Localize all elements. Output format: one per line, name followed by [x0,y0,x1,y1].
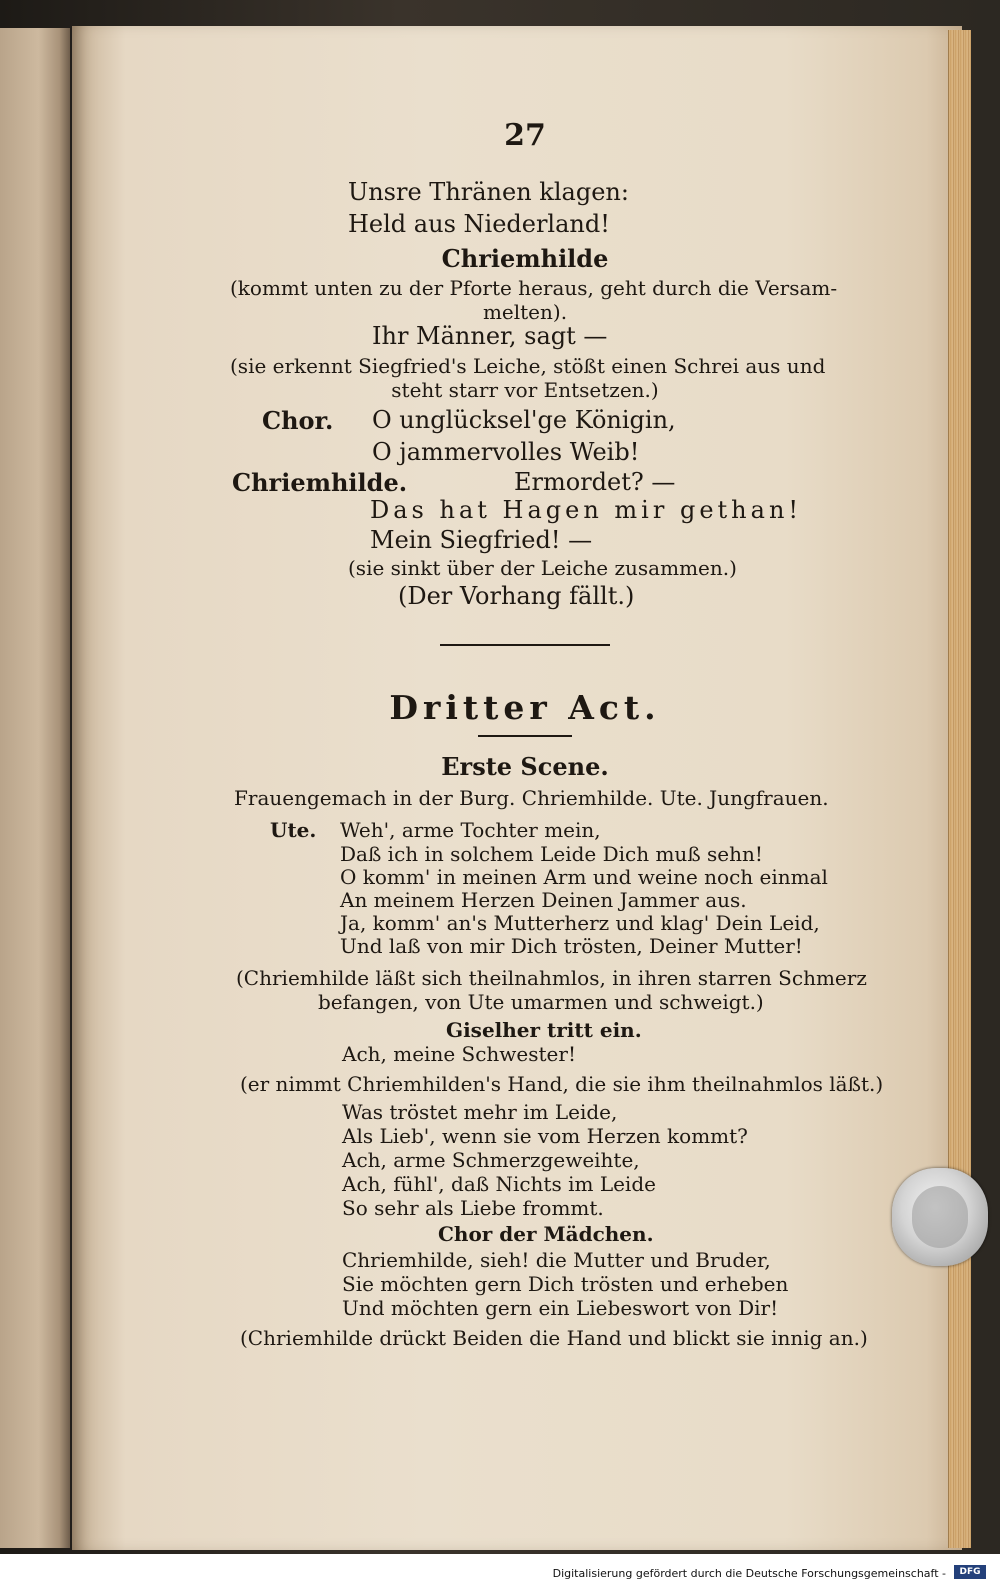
text-line: Sie möchten gern Dich trösten und erheben [342,1272,789,1296]
stage-direction: (er nimmt Chriemhilden's Hand, die sie ihm theilnahmlos läßt.) [240,1072,884,1096]
speaker-label: Chriemhilde. [232,468,408,497]
speaker-label: Ute. [270,818,317,842]
text-line: Ja, komm' an's Mutterherz und klag' Dein Leid, [340,911,820,935]
speaker-label: Chor. [262,406,334,435]
stage-direction: (Chriemhilde läßt sich theilnahmlos, in ihren starren Schmerz [236,966,867,990]
text-line: O unglücksel'ge Königin, [372,406,676,434]
act-title: Dritter Act. [389,688,661,727]
text-line: Ihr Männer, sagt — [372,322,608,350]
page-number: 27 [504,118,546,153]
text-line: Ach, arme Schmerzgeweihte, [342,1148,640,1172]
page-stack-edge [948,30,971,1548]
stage-direction: (Chriemhilde drückt Beiden die Hand und blickt sie innig an.) [240,1326,868,1350]
stage-direction: (sie sinkt über der Leiche zusammen.) [348,556,737,580]
speaker-heading: Giselher tritt ein. [446,1018,642,1042]
text-line: O jammervolles Weib! [372,438,640,466]
text-line: Ach, meine Schwester! [342,1042,576,1066]
text-line: Unsre Thränen klagen: [348,178,629,206]
stage-direction: befangen, von Ute umarmen und schweigt.) [318,990,764,1014]
text-line: Daß ich in solchem Leide Dich muß sehn! [340,842,763,866]
text-line: Was tröstet mehr im Leide, [342,1100,618,1124]
stage-direction: (sie erkennt Siegfried's Leiche, stößt einen Schrei aus und [230,354,826,378]
stage-direction: (Der Vorhang fällt.) [398,582,635,610]
text-line: So sehr als Liebe frommt. [342,1196,604,1220]
text-line: Und möchten gern ein Liebeswort von Dir! [342,1296,779,1320]
text-line: Das hat Hagen mir gethan! [370,496,803,524]
speaker-heading: Chriemhilde [441,244,609,273]
speaker-heading: Chor der Mädchen. [438,1222,654,1246]
text-line: Chriemhilde, sieh! die Mutter und Bruder, [342,1248,771,1272]
stage-direction: (kommt unten zu der Pforte heraus, geht durch die Versam- [230,276,838,300]
text-line: Ermordet? — [514,468,676,496]
text-line: Als Lieb', wenn sie vom Herzen kommt? [342,1124,748,1148]
page-clip-shadow [912,1186,968,1248]
text-line: An meinem Herzen Deinen Jammer aus. [340,888,747,912]
text-line: Ach, fühl', daß Nichts im Leide [342,1172,656,1196]
section-divider [440,644,610,646]
dfg-logo: DFG [954,1565,986,1579]
scene-title: Erste Scene. [441,752,609,781]
text-line: O komm' in meinen Arm und weine noch einmal [340,865,828,889]
funding-notice: Digitalisierung gefördert durch die Deutsche Forschungsgemeinschaft - [552,1567,946,1580]
text-line: Und laß von mir Dich trösten, Deiner Mutter! [340,934,803,958]
stage-direction: steht starr vor Entsetzen.) [391,378,659,402]
scene-description: Frauengemach in der Burg. Chriemhilde. Ute. Jungfrauen. [234,786,829,810]
text-line: Held aus Niederland! [348,210,610,238]
text-line: Mein Siegfried! — [370,526,593,554]
stage-direction: melten). [482,300,568,324]
text-line: Weh', arme Tochter mein, [340,818,601,842]
previous-page-edge [0,28,70,1548]
title-rule [478,735,572,737]
